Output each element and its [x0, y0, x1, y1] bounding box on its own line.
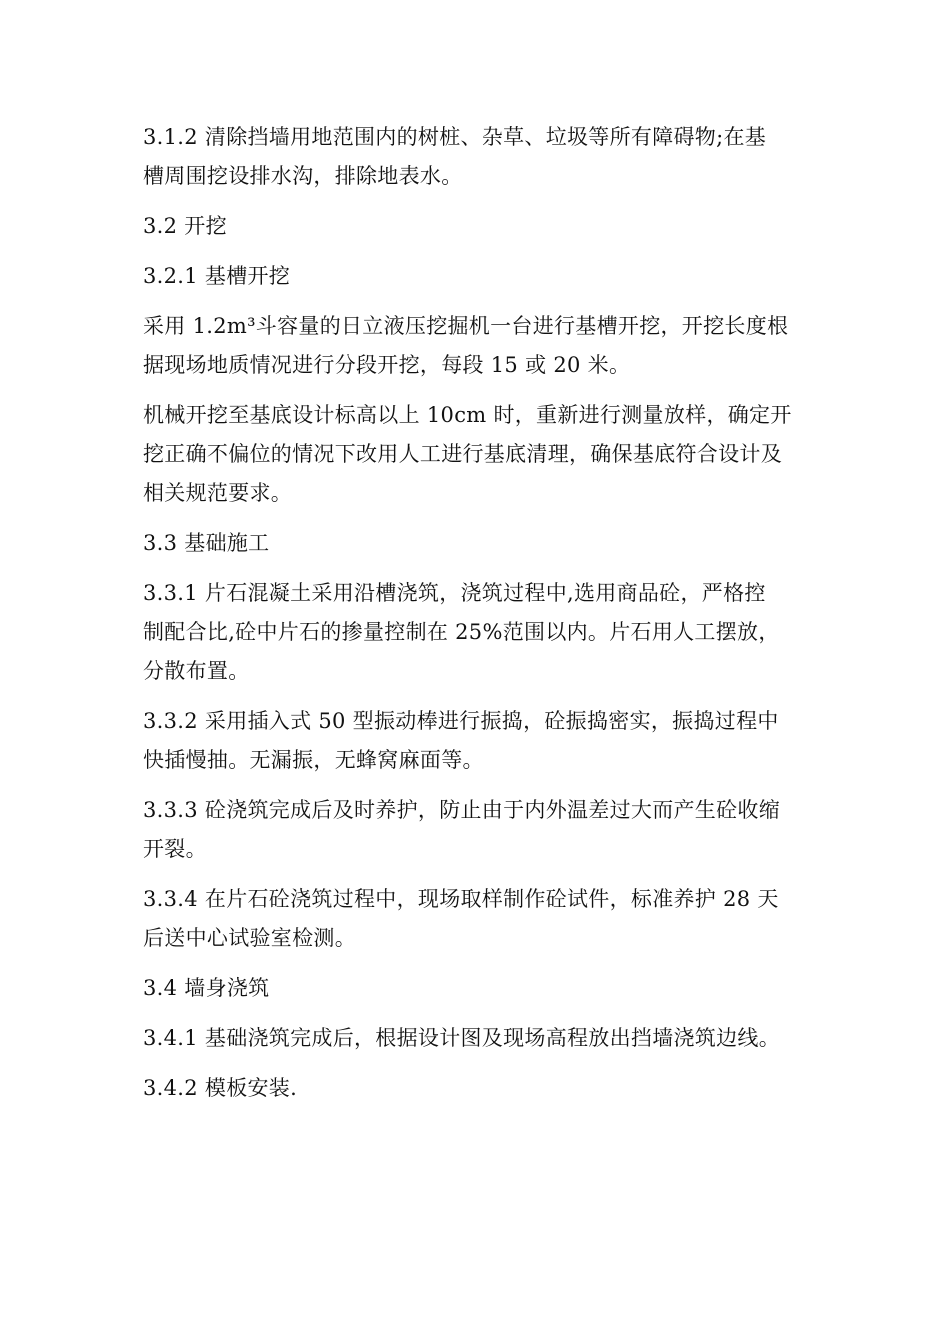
paragraph-gap [143, 196, 813, 207]
paragraph-gap [143, 563, 813, 574]
paragraph [143, 702, 813, 780]
text-line: 3.4 墙身浇筑 [143, 976, 270, 1000]
section-heading [143, 207, 813, 246]
text-line: 据现场地质情况进行分段开挖，每段 15 或 20 米。 [143, 353, 631, 377]
document-body [143, 118, 813, 1108]
paragraph-gap [143, 869, 813, 880]
text-line: 快插慢抽。无漏振，无蜂窝麻面等。 [143, 748, 484, 772]
text-line: 后送中心试验室检测。 [143, 926, 356, 950]
text-line: 采用 1.2m³斗容量的日立液压挖掘机一台进行基槽开挖，开挖长度根 [143, 314, 789, 338]
text-line: 3.3.4 在片石砼浇筑过程中，现场取样制作砼试件，标准养护 28 天 [143, 887, 779, 911]
section-heading [143, 524, 813, 563]
paragraph [143, 396, 813, 513]
text-line: 分散布置。 [143, 659, 250, 683]
paragraph-gap [143, 246, 813, 257]
paragraph-gap [143, 513, 813, 524]
paragraph [143, 307, 813, 385]
paragraph-gap [143, 1008, 813, 1019]
text-line: 3.3.3 砼浇筑完成后及时养护，防止由于内外温差过大而产生砼收缩 [143, 798, 781, 822]
text-line: 3.3 基础施工 [143, 531, 270, 555]
paragraph-gap [143, 296, 813, 307]
text-line: 开裂。 [143, 837, 207, 861]
paragraph [143, 880, 813, 958]
paragraph-gap [143, 1058, 813, 1069]
paragraph [143, 1019, 813, 1058]
text-line: 3.3.2 采用插入式 50 型振动棒进行振捣，砼振捣密实，振捣过程中 [143, 709, 779, 733]
section-heading [143, 969, 813, 1008]
text-line: 机械开挖至基底设计标高以上 10cm 时，重新进行测量放样，确定开 [143, 403, 792, 427]
text-line: 制配合比,砼中片石的掺量控制在 25%范围以内。片石用人工摆放， [143, 620, 780, 644]
text-line: 挖正确不偏位的情况下改用人工进行基底清理，确保基底符合设计及 [143, 442, 782, 466]
text-line: 相关规范要求。 [143, 481, 293, 505]
paragraph [143, 118, 813, 196]
text-line: 3.3.1 片石混凝土采用沿槽浇筑，浇筑过程中,选用商品砼，严格控 [143, 581, 766, 605]
text-line: 3.4.2 模板安装. [143, 1076, 298, 1100]
text-line: 槽周围挖设排水沟，排除地表水。 [143, 164, 463, 188]
paragraph-gap [143, 958, 813, 969]
paragraph [143, 574, 813, 691]
paragraph [143, 791, 813, 869]
text-line: 3.2 开挖 [143, 214, 227, 238]
paragraph-gap [143, 691, 813, 702]
text-line: 3.1.2 清除挡墙用地范围内的树桩、杂草、垃圾等所有障碍物;在基 [143, 125, 767, 149]
paragraph-gap [143, 780, 813, 791]
section-heading [143, 257, 813, 296]
text-line: 3.4.1 基础浇筑完成后，根据设计图及现场高程放出挡墙浇筑边线。 [143, 1026, 781, 1050]
text-line: 3.2.1 基槽开挖 [143, 264, 291, 288]
paragraph [143, 1069, 813, 1108]
paragraph-gap [143, 385, 813, 396]
